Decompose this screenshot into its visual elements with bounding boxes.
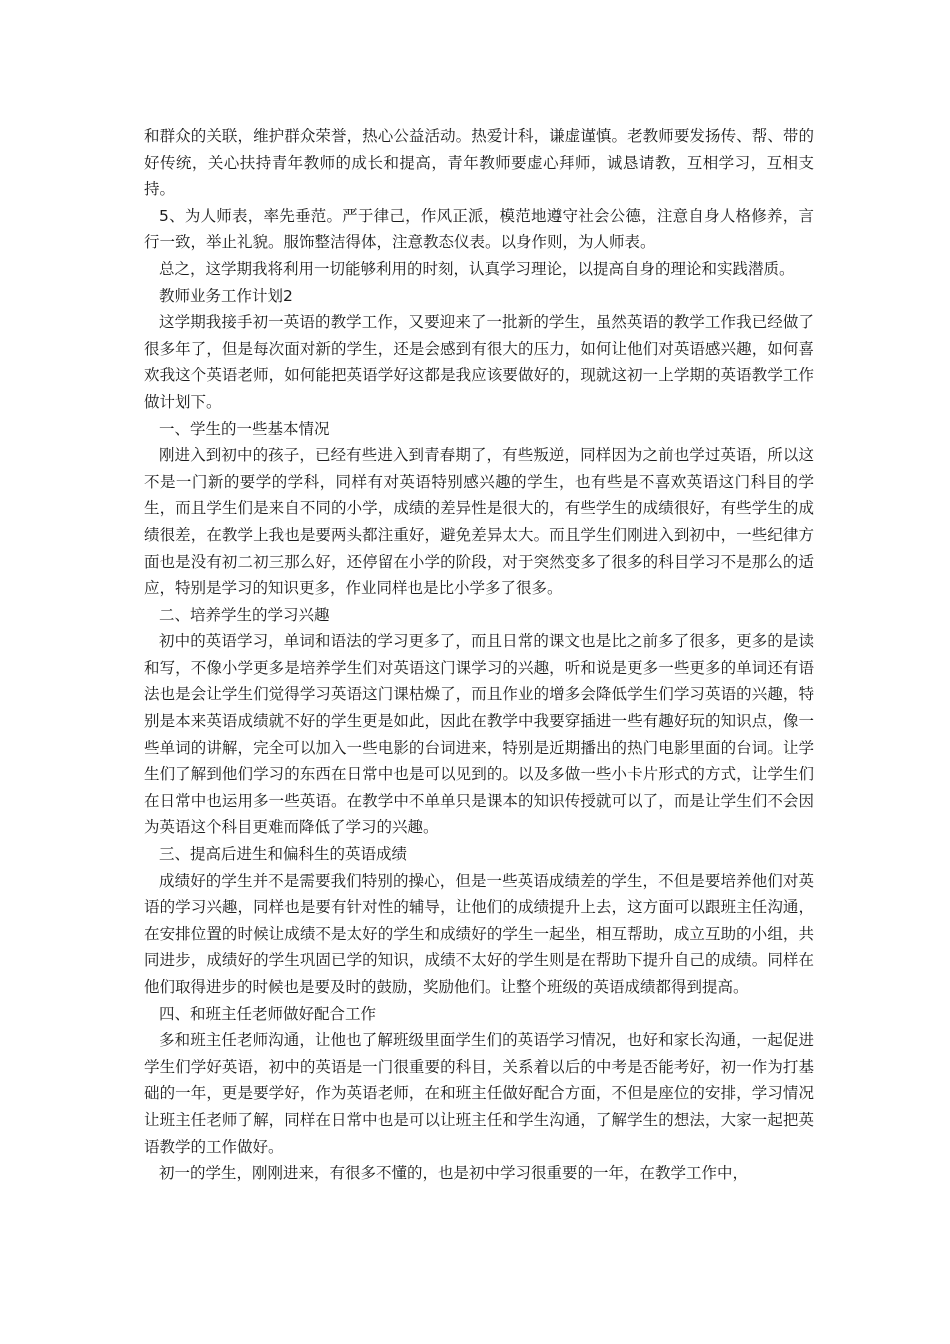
section-heading: 教师业务工作计划2 [159,286,293,305]
section-heading: 四、和班主任老师做好配合工作 [159,1004,377,1023]
section-heading: 三、提高后进生和偏科生的英语成绩 [159,845,408,864]
paragraph: 初中的英语学习，单词和语法的学习更多了，而且日常的课文也是比之前多了很多，更多的是读和写，不像小学更多是培养学生们对英语这门课学习的兴趣，听和说是更多一些更多的单词还有语法也是会让学生们觉得学习英语这门课枯燥了，而且作业的增多会降低学生们学习英语的兴趣，特别是本来英语成绩就不好的学生更是如此，因此在教学中我要穿插进一些有趣好玩的知识点，像一些单词的讲解，完全可以加入一些电影的台词进来，特别是近期播出的热门电影里面的台词。让学生们了解到他们学习的东西在日常中也是可以见到的。以及多做一些小卡片形式的方式，让学生们在日常中也运用多一些英语。在教学中不单单只是课本的知识传授就可以了，而是让学生们不会因为英语这个科目更难而降低了学习的兴趣。 [144,632,814,837]
paragraph: 总之，这学期我将利用一切能够利用的时刻，认真学习理论，以提高自身的理论和实践潜质。 [159,259,795,278]
paragraph-continued: 和群众的关联，维护群众荣誉，热心公益活动。热爱计科，谦虚谨慎。老教师要发扬传、帮、带的好传统，关心扶持青年教师的成长和提高，青年教师要虚心拜师，诚恳请教，互相学习，互相支持。 [144,127,814,199]
section-heading: 二、培养学生的学习兴趣 [159,605,330,624]
paragraph: 这学期我接手初一英语的教学工作，又要迎来了一批新的学生，虽然英语的教学工作我已经做了很多年了，但是每次面对新的学生，还是会感到有很大的压力，如何让他们对英语感兴趣，如何喜欢我这个英语老师，如何能把英语学好这都是我应该要做好的，现就这初一上学期的英语教学工作做计划下。 [144,313,814,411]
paragraph: 刚进入到初中的孩子，已经有些进入到青春期了，有些叛逆，同样因为之前也学过英语，所以这不是一门新的要学的学科，同样有对英语特别感兴趣的学生，也有些是不喜欢英语这门科目的学生，而且学生们是来自不同的小学，成绩的差异性是很大的，有些学生的成绩很好，有些学生的成绩很差，在教学上我也是要两头都注重好，避免差异太大。而且学生们刚进入到初中，一些纪律方面也是没有初二初三那么好，还停留在小学的阶段，对于突然变多了很多的科目学习不是那么的适应，特别是学习的知识更多，作业同样也是比小学多了很多。 [144,446,814,598]
paragraph: 多和班主任老师沟通，让他也了解班级里面学生们的英语学习情况，也好和家长沟通，一起促进学生们学好英语，初中的英语是一门很重要的科目，关系着以后的中考是否能考好，初一作为打基础的一年，更是要学好，作为英语老师，在和班主任做好配合方面，不但是座位的安排，学习情况让班主任老师了解，同样在日常中也是可以让班主任和学生沟通，了解学生的想法，大家一起把英语教学的工作做好。 [144,1031,814,1156]
document-body [144,123,814,1187]
paragraph: 初一的学生，刚刚进来，有很多不懂的，也是初中学习很重要的一年，在教学工作中， [159,1164,749,1183]
paragraph: 成绩好的学生并不是需要我们特别的操心，但是一些英语成绩差的学生，不但是要培养他们对英语的学习兴趣，同样也是要有针对性的辅导，让他们的成绩提升上去，这方面可以跟班主任沟通，在安排位置的时候让成绩不是太好的学生和成绩好的学生一起坐，相互帮助，成立互助的小组，共同进步，成绩好的学生巩固已学的知识，成绩不太好的学生则是在帮助下提升自己的成绩。同样在他们取得进步的时候也是要及时的鼓励，奖励他们。让整个班级的英语成绩都得到提高。 [144,871,814,996]
paragraph: 5、为人师表，率先垂范。严于律己，作风正派，模范地遵守社会公德，注意自身人格修养，言行一致，举止礼貌。服饰整洁得体，注意教态仪表。以身作则，为人师表。 [144,206,814,252]
section-heading: 一、学生的一些基本情况 [159,419,330,438]
